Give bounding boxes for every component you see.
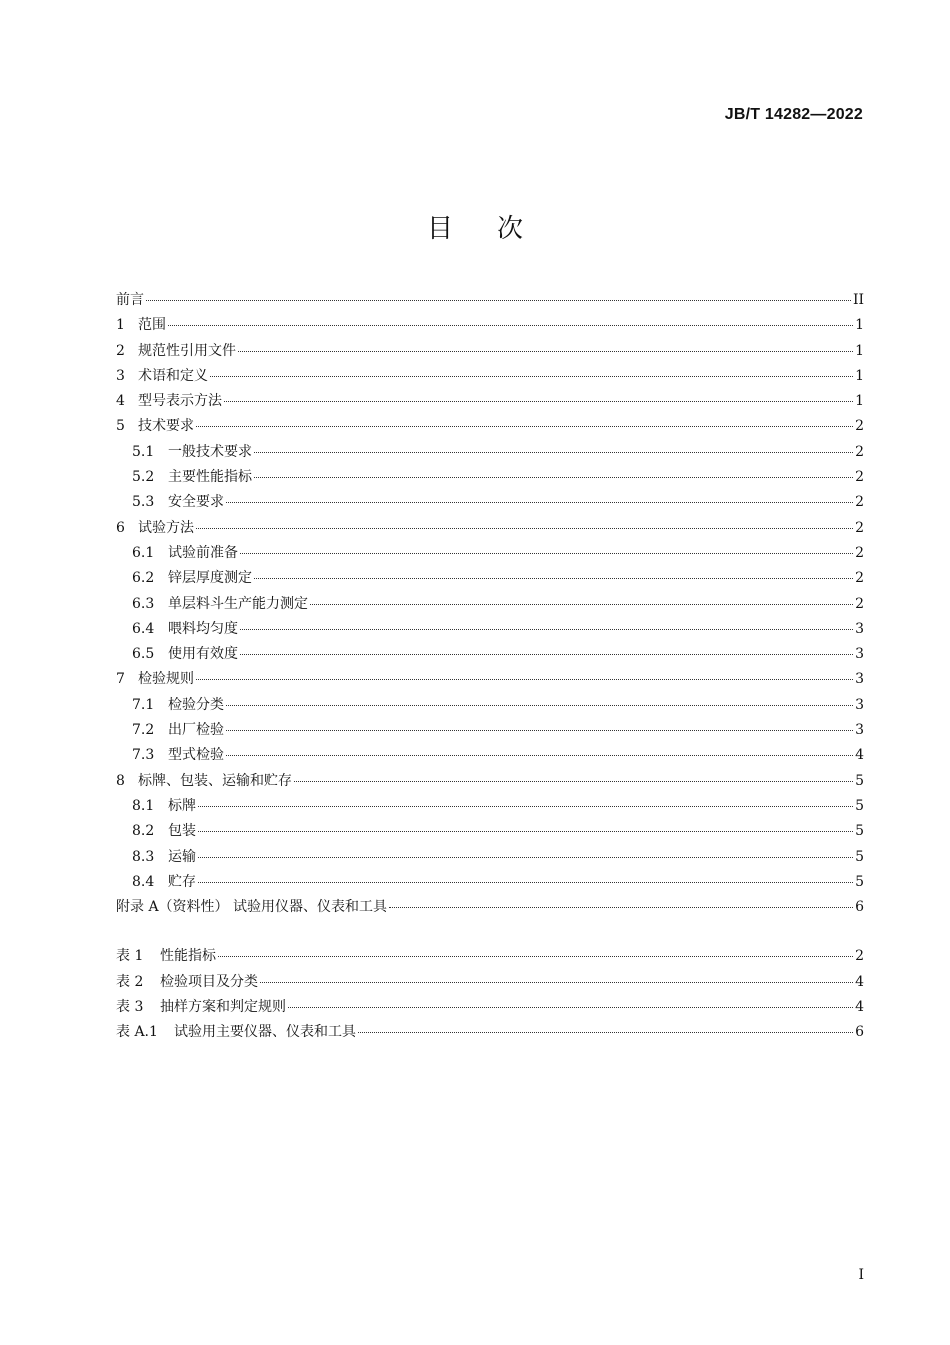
entry-number: 表 2	[116, 973, 144, 990]
toc-entry[interactable]	[116, 566, 864, 591]
dot-leader	[288, 1006, 853, 1008]
toc-entry[interactable]	[116, 769, 864, 794]
entry-number: 6.3	[132, 595, 155, 612]
toc-entry[interactable]	[116, 794, 864, 819]
entry-page-number: 4	[855, 973, 864, 990]
dot-leader	[240, 653, 853, 655]
dot-leader	[254, 577, 853, 579]
dot-leader	[198, 856, 853, 858]
table-list-entry[interactable]	[116, 944, 864, 969]
entry-label: 型式检验	[168, 747, 224, 764]
toc-entry[interactable]	[116, 743, 864, 768]
entry-label: 喂料均匀度	[168, 620, 238, 637]
entry-label: 检验分类	[168, 696, 224, 713]
entry-number: 8.2	[132, 823, 155, 840]
entry-page-number: 1	[855, 317, 864, 334]
entry-page-number: 2	[855, 418, 864, 435]
entry-label: 包装	[168, 823, 196, 840]
entry-page-number: 2	[855, 948, 864, 965]
entry-label: 试验前准备	[168, 544, 238, 561]
page-title: 目次	[426, 214, 567, 244]
entry-label: 性能指标	[160, 948, 216, 965]
table-list-entry[interactable]	[116, 970, 864, 995]
dot-leader	[226, 501, 853, 503]
toc-entries	[116, 288, 864, 920]
entry-number: 7	[116, 671, 125, 688]
dot-leader	[198, 805, 853, 807]
dot-leader	[294, 780, 853, 782]
entry-label: 抽样方案和判定规则	[160, 999, 286, 1016]
entry-page-number: 5	[855, 772, 864, 789]
entry-label: 附录 A（资料性） 试验用仪器、仪表和工具	[116, 899, 388, 916]
entry-label: 出厂检验	[168, 722, 224, 739]
entry-page-number: 3	[855, 722, 864, 739]
entry-page-number: 2	[855, 519, 864, 536]
entry-page-number: 2	[855, 494, 864, 511]
entry-number: 6.1	[132, 544, 155, 561]
entry-number: 5.2	[132, 469, 155, 486]
dot-leader	[224, 400, 853, 402]
toc-entry[interactable]	[116, 667, 864, 692]
entry-number: 表 1	[116, 948, 144, 965]
dot-leader	[358, 1031, 853, 1033]
entry-number: 7.3	[132, 747, 155, 764]
entry-number: 5	[116, 418, 125, 435]
page-folio: I	[858, 1267, 864, 1283]
dot-leader	[168, 324, 853, 326]
entry-page-number: 3	[855, 620, 864, 637]
dot-leader	[310, 603, 853, 605]
entry-page-number: 6	[855, 899, 864, 916]
dot-leader	[240, 628, 853, 630]
entry-number: 8.1	[132, 797, 155, 814]
entry-page-number: 4	[855, 999, 864, 1016]
entry-page-number: 1	[855, 367, 864, 384]
dot-leader	[198, 830, 853, 832]
toc-entry[interactable]	[116, 465, 864, 490]
entry-page-number: II	[852, 292, 864, 308]
entry-number: 5.1	[132, 443, 155, 460]
entry-label: 运输	[168, 848, 196, 865]
toc-entry[interactable]	[116, 617, 864, 642]
dot-leader	[196, 527, 853, 529]
dot-leader	[238, 350, 853, 352]
toc-entry[interactable]	[116, 541, 864, 566]
entry-number: 7.1	[132, 696, 155, 713]
entry-label: 锌层厚度测定	[168, 570, 252, 587]
toc-gap	[116, 920, 864, 944]
entry-label: 术语和定义	[138, 367, 208, 384]
toc-entry[interactable]	[116, 819, 864, 844]
toc-entry[interactable]	[116, 440, 864, 465]
toc-entry[interactable]	[116, 895, 864, 920]
dot-leader	[218, 955, 853, 957]
entry-number: 3	[116, 367, 125, 384]
entry-number: 5.3	[132, 494, 155, 511]
toc-entry[interactable]	[116, 288, 864, 313]
entry-page-number: 2	[855, 544, 864, 561]
dot-leader	[198, 881, 853, 883]
toc-entry[interactable]	[116, 313, 864, 338]
entry-number: 6.5	[132, 646, 155, 663]
toc-entry[interactable]	[116, 845, 864, 870]
dot-leader	[254, 476, 853, 478]
dot-leader	[226, 729, 853, 731]
toc-entry[interactable]	[116, 592, 864, 617]
entry-page-number: 3	[855, 696, 864, 713]
table-list-entry[interactable]	[116, 995, 864, 1020]
dot-leader	[240, 552, 853, 554]
entry-number: 6.2	[132, 570, 155, 587]
entry-label: 贮存	[168, 873, 196, 890]
entry-number: 6.4	[132, 620, 155, 637]
dot-leader	[196, 425, 853, 427]
entry-number: 2	[116, 342, 125, 359]
entry-label: 标牌	[168, 797, 196, 814]
entry-label: 主要性能指标	[168, 469, 252, 486]
dot-leader	[389, 906, 853, 908]
entry-number: 8.3	[132, 848, 155, 865]
list-of-tables	[116, 944, 864, 1045]
entry-page-number: 1	[855, 393, 864, 410]
entry-number: 表 3	[116, 999, 144, 1016]
toc-entry[interactable]	[116, 516, 864, 541]
toc-entry[interactable]	[116, 414, 864, 439]
entry-label: 单层料斗生产能力测定	[168, 595, 308, 612]
entry-label: 型号表示方法	[138, 393, 222, 410]
entry-number: 1	[116, 317, 125, 334]
entry-label: 试验用主要仪器、仪表和工具	[174, 1024, 356, 1041]
toc-entry[interactable]	[116, 339, 864, 364]
entry-number: 表 A.1	[116, 1024, 158, 1041]
dot-leader	[210, 375, 853, 377]
entry-page-number: 5	[855, 823, 864, 840]
table-list-entry[interactable]	[116, 1020, 864, 1045]
dot-leader	[226, 754, 853, 756]
entry-number: 4	[116, 393, 125, 410]
entry-page-number: 3	[855, 646, 864, 663]
standard-number: JB/T 14282—2022	[724, 106, 863, 123]
table-of-contents	[116, 288, 864, 1046]
toc-entry[interactable]	[116, 642, 864, 667]
entry-label: 试验方法	[138, 519, 194, 536]
entry-page-number: 6	[855, 1024, 864, 1041]
entry-page-number: 4	[855, 747, 864, 764]
entry-number: 7.2	[132, 722, 155, 739]
entry-label: 技术要求	[138, 418, 194, 435]
toc-entry[interactable]	[116, 870, 864, 895]
toc-entry[interactable]	[116, 718, 864, 743]
entry-page-number: 5	[855, 797, 864, 814]
toc-entry[interactable]	[116, 364, 864, 389]
dot-leader	[260, 981, 853, 983]
entry-page-number: 2	[855, 443, 864, 460]
entry-label: 使用有效度	[168, 646, 238, 663]
entry-page-number: 2	[855, 595, 864, 612]
entry-number: 8.4	[132, 873, 155, 890]
entry-label: 规范性引用文件	[138, 342, 236, 359]
entry-number: 6	[116, 519, 125, 536]
entry-label: 检验规则	[138, 671, 194, 688]
entry-page-number: 1	[855, 342, 864, 359]
entry-label: 标牌、包装、运输和贮存	[138, 772, 292, 789]
entry-page-number: 2	[855, 570, 864, 587]
dot-leader	[146, 299, 851, 301]
toc-entry[interactable]	[116, 490, 864, 515]
entry-page-number: 2	[855, 469, 864, 486]
entry-label: 一般技术要求	[168, 443, 252, 460]
dot-leader	[254, 451, 853, 453]
toc-entry[interactable]	[116, 389, 864, 414]
entry-label: 安全要求	[168, 494, 224, 511]
toc-entry[interactable]	[116, 693, 864, 718]
entry-number: 8	[116, 772, 125, 789]
entry-label: 前言	[116, 292, 144, 308]
entry-page-number: 5	[855, 873, 864, 890]
dot-leader	[196, 678, 853, 680]
entry-label: 范围	[138, 317, 166, 334]
entry-page-number: 3	[855, 671, 864, 688]
dot-leader	[226, 704, 853, 706]
entry-label: 检验项目及分类	[160, 973, 258, 990]
entry-page-number: 5	[855, 848, 864, 865]
